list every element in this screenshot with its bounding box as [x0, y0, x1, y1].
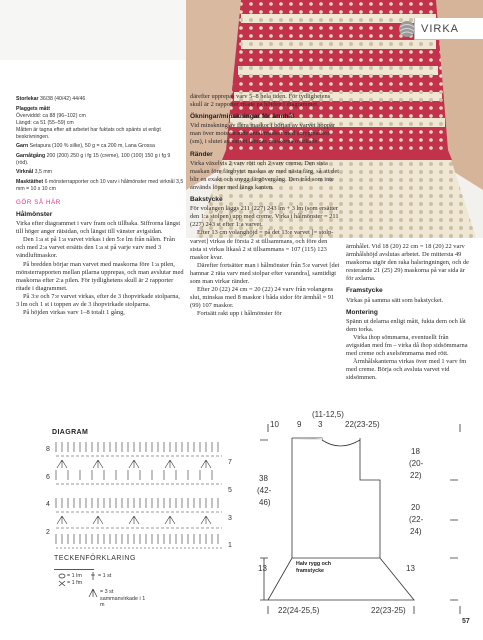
legend-chain: = 1 lm	[67, 573, 82, 579]
col3-paragraph-3: Virka ihop sömmarna, eventuellt från avigsidan med fm – virka då ihop sidsömmarna med creme och axelsömmarna med rött.	[346, 333, 468, 358]
assembly-heading: Montering	[346, 308, 378, 316]
height-38: 38	[259, 474, 268, 483]
col2-paragraph-1: Vid minskning av flera maskor i början av varvet hoppar man över motsvarande antal maskor med smygmaskor (sm), i slutet av varvet lämnas maskorna ovirkade.	[190, 122, 335, 146]
row-label-5: 5	[228, 487, 232, 494]
diagram-title: DIAGRAM	[52, 429, 89, 436]
measure-line-1: Överviddd: ca 88 (96–102) cm	[16, 112, 86, 119]
back-piece-heading: Bakstycke	[190, 196, 223, 204]
top-width-measure: (11-12,5)	[312, 410, 344, 419]
cluster-symbol	[88, 588, 98, 598]
page-number: 57	[462, 618, 470, 625]
top-measure-22: 22(23-25)	[345, 420, 380, 429]
armhole-20: (20-	[409, 459, 424, 468]
chain-stitch-symbol	[58, 573, 66, 579]
col2-paragraph-5: Därefter fortsätter man i hålmönster från 5:e varvet [det hamnar 2 räta varv med stolpar efter varandra], samtidigt som man virkar ränder.	[190, 261, 340, 285]
col2-paragraph-0: därefter upprepas varv 5–8 hela tiden. För tydlighetens skull är 2 rapporter ritade på höjden i diagrammet.	[190, 93, 331, 109]
gauge-label: Masktäthet	[16, 178, 44, 185]
piece-label-line-1: Halv rygg och	[296, 561, 332, 567]
piece-label-line-2: framstycke	[296, 567, 324, 574]
ruffle-left-13: 13	[258, 564, 267, 573]
row-label-3: 3	[228, 515, 232, 522]
col3-paragraph-1: Virkas på samma sätt som bakstycket.	[346, 296, 444, 304]
armhole-22: 22)	[410, 471, 422, 480]
legend-double-crochet: = 1 st	[98, 573, 112, 579]
hole-pattern-heading: Hålmönster	[16, 211, 53, 218]
measure-line-2: Längd: ca 51 (55–59) cm	[16, 119, 74, 126]
col2-paragraph-6: Efter 20 (22) 24 cm = 20 (22) 24 varv från volangens slut, minskas med 8 maskor i båda sidor för ärmhål = 91 (99) 107 maskor.	[190, 286, 335, 310]
top-measure-10: 10	[270, 420, 279, 429]
bottom-width-left: 22(24-25,5)	[278, 606, 320, 615]
col3-paragraph-2: Spänn ut delarna enligt mått, fukta dem och låt dem torka.	[346, 317, 466, 333]
yarn-value: Setapura (100 % silke), 50 g = ca 200 m, Lana Grossa	[29, 143, 155, 149]
body-22: (22-	[409, 515, 424, 524]
top-measure-3: 3	[318, 420, 323, 429]
row-label-6: 6	[46, 474, 50, 481]
column-3	[346, 243, 471, 383]
yarn-label: Garn	[16, 143, 29, 149]
armhole-18: 18	[411, 447, 420, 456]
decrease-heading: Ökningar/minskningar för ärmhål	[190, 113, 295, 121]
col3-paragraph-0: ärmhålet. Vid 18 (20) 22 cm = 18 (20) 22 varv ärmhålshöjd avslutas arbetet. De mittersta 49 maskorna utgör den raka halsringningen, och de resterande 21 (25) 29) maskorna på var sida är för axlarna.	[346, 243, 469, 283]
col1-paragraph-5: På höjden virkas varv 1–8 totalt 1 gång,	[23, 309, 125, 317]
legend-single-crochet: = 1 fm	[67, 580, 83, 586]
row-label-4: 4	[46, 501, 50, 508]
row-label-8: 8	[46, 446, 50, 453]
bottom-width-right: 22(23-25)	[371, 606, 406, 615]
height-42: (42-	[257, 486, 272, 495]
size-value: 36/38 (40/42) 44/46	[39, 96, 86, 102]
col1-paragraph-3: På bredden börjar man varvet med maskorna före 1:a pilen, mönsterrapporten mellan pilarna upprepas, och man avslutar med maskorna efter 2:a pilen. För tydlighetens skull är 2 rapporter ritade i diagrammet.	[16, 260, 184, 292]
gor-sa-har-heading: GÖR SÅ HÄR	[16, 199, 61, 206]
measurement-schematic	[254, 410, 476, 616]
col2-paragraph-2: Virka växelvis 2 varv rött och 2 varv creme. Den sista maskan före färgbytet maskas av med nästa färg, så att det blir en exakt och snygg färgövergång. Den tråd som inte används löper med längs kanten.	[190, 159, 340, 191]
col3-paragraph-4: Ärmhålskanterna virkas över med 1 varv fm med creme. Börja och avsluta varvet vid sidsömmen.	[346, 358, 467, 382]
ruffle-right-13: 13	[406, 564, 415, 573]
col1-paragraph-1: Virka efter diagrammet i varv fram och tillbaka. Siffrorna längst till höger anger rätsidan, och längst till vänster avigsidan.	[16, 220, 181, 236]
body-20: 20	[411, 503, 420, 512]
body-24: 24)	[410, 527, 422, 536]
column-1	[16, 211, 184, 317]
hook-label: Virknål	[16, 169, 34, 175]
legend-title: TECKENFÖRKLARING	[54, 555, 136, 562]
col1-paragraph-2: Den 1:a st på 1:a varvet virkas i den 5:e lm från nålen. Från och med 2:a varvet ersätts den 1:a st på varje varv med 3 vändluftmaskor.	[16, 236, 175, 260]
front-piece-heading: Framstycke	[346, 287, 383, 295]
amount-value: 200 (200) 250 g i fg 15 (creme), 100 (100) 150 g i fg 9 (röd).	[16, 152, 171, 166]
amount-label: Garnåtgång	[16, 152, 46, 159]
legend-cluster: = 3 st sammanvirkade i 1 m	[100, 589, 146, 608]
col1-paragraph-4: På 3:e och 7:e varvet virkas, efter de 3 ihopvirkade stolparna, 3 lm och 1 st i toppen av de 3 ihopvirkade stolparna.	[16, 292, 180, 309]
pattern-info	[16, 96, 184, 195]
col2-paragraph-3: För volangen läggs 211 (227) 243 lm + 3 lm (som ersätter den 1:a stolpen) upp med creme. Virka i hålmönster = 211 (227) 243 st efter 1:a varvet.	[190, 205, 339, 229]
height-46: 46)	[259, 498, 271, 507]
size-label: Storlekar	[16, 96, 39, 102]
column-2	[190, 93, 340, 318]
piece-label	[296, 561, 331, 574]
stripes-heading: Ränder	[190, 150, 213, 158]
col2-paragraph-4: Efter 13 cm volanghöjd = på det 13:e varvet [= stolp-varvet] virkas de första 2 st tillsammans, och före den sista st virkas likaså 2 st tillsammans = 107 (115) 123 maskor kvar.	[190, 229, 334, 261]
measure-line-3: Måtten är tagna efter att arbetet har fuktats och spänts ut enligt beskrivningen.	[16, 126, 161, 140]
measures-title: Plaggets mått	[16, 105, 51, 112]
top-measure-9: 9	[297, 420, 302, 429]
legend-divider	[54, 569, 94, 570]
col2-paragraph-7: Fortsätt rakt upp i hålmönster för	[197, 310, 282, 318]
row-label-2: 2	[46, 529, 50, 536]
stitch-diagram	[54, 440, 226, 552]
double-crochet-symbol	[90, 571, 96, 581]
section-tab: VIRKA	[414, 18, 483, 40]
hook-value: 3,5 mm	[34, 169, 52, 175]
gauge-value: 6 mönsterrapporter och 10 varv i hålmönster med virknål 3,5 mm = 10 x 10 cm	[16, 178, 184, 192]
row-label-1: 1	[228, 542, 232, 549]
single-crochet-symbol	[58, 580, 66, 587]
row-label-7: 7	[228, 459, 232, 466]
